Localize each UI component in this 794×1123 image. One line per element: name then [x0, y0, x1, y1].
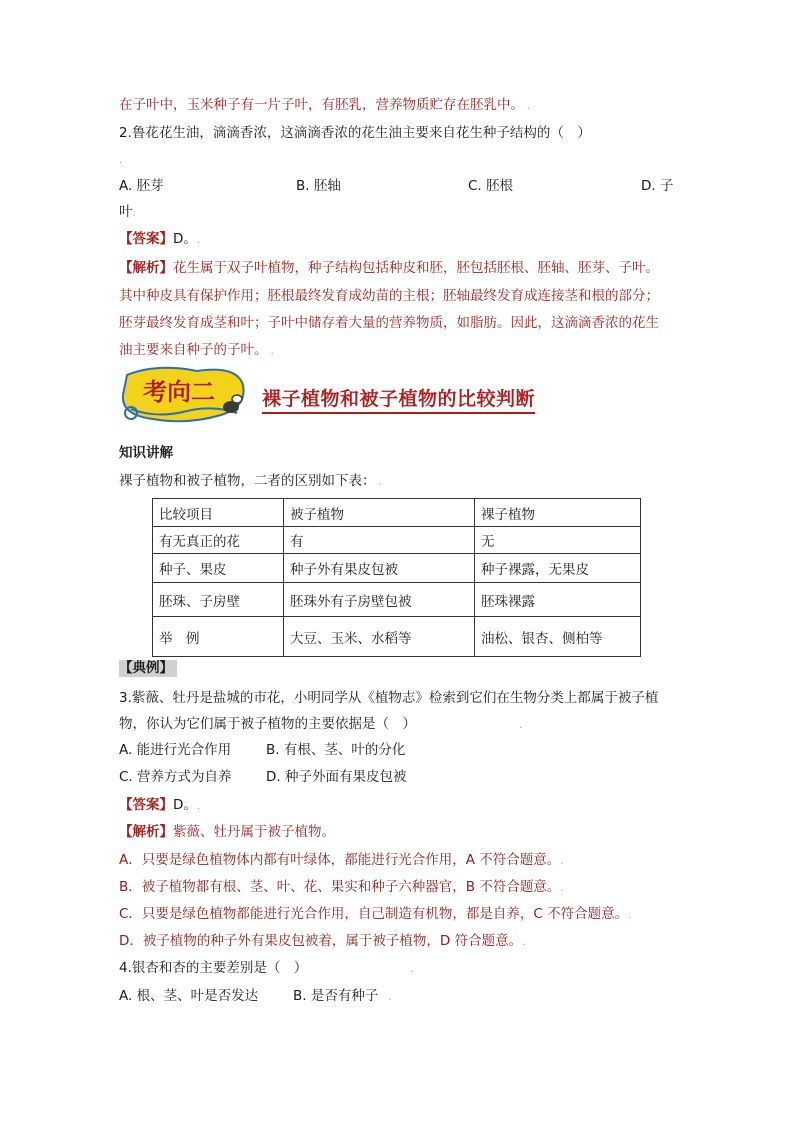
q3-analysis-c: C．只要是绿色植物都能进行光合作用，自己制造有机物，都是自养，C 不符合题意。.: [119, 906, 632, 922]
table-header-cell: 被子植物: [284, 499, 475, 527]
q3-answer: 【答案】D。.: [119, 797, 201, 813]
table-row: [153, 617, 641, 657]
table-cell: 种子外有果皮包被: [284, 554, 475, 583]
q3-option-a: A. 能进行光合作用: [119, 742, 232, 758]
q2-analysis-4: 油主要来自种子的子叶。 .: [119, 342, 274, 358]
table-cell: 种子裸露，无果皮: [475, 554, 641, 583]
table-cell: 胚珠裸露: [475, 583, 641, 617]
q2-option-d: D. 子: [641, 178, 674, 194]
table-row: [153, 554, 641, 583]
section-title: 裸子植物和被子植物的比较判断: [262, 384, 535, 414]
q2-option-c: C. 胚根: [468, 178, 514, 194]
table-cell: 胚珠外有子房壁包被: [284, 583, 475, 617]
analysis-continuation: 在子叶中，玉米种子有一片子叶，有胚乳，营养物质贮存在胚乳中。 .: [119, 97, 531, 113]
q4-option-a: A. 根、茎、叶是否发达: [119, 988, 259, 1004]
table-row: [153, 583, 641, 617]
q3-option-b: B. 有根、茎、叶的分化: [266, 742, 406, 758]
q3-analysis-b: B．被子植物都有根、茎、叶、花、果实和种子六种器官，B 不符合题意。.: [119, 879, 564, 895]
table-cell: 种子、果皮: [153, 554, 284, 583]
q2-analysis-1: 【解析】花生属于双子叶植物，种子结构包括种皮和胚，胚包括胚根、胚轴、胚芽、子叶。: [119, 260, 659, 276]
table-cell: 胚珠、子房壁: [153, 583, 284, 617]
q2-analysis-3: 胚芽最终发育成茎和叶；子叶中储存着大量的营养物质，如脂肪。因此，这滴滴香浓的花生: [119, 315, 659, 331]
table-cell: 无: [475, 527, 641, 554]
q3-analysis-d: D．被子植物的种子外有果皮包被着，属于被子植物，D 符合题意。.: [119, 933, 526, 949]
q2-answer: 【答案】D。.: [119, 231, 201, 247]
banner-badge-text: 考向二: [143, 377, 215, 406]
knowledge-heading: 知识讲解: [119, 445, 173, 461]
table-cell: 有无真正的花: [153, 527, 284, 554]
question-4: 4.银杏和杏的主要差别是（ ） .: [119, 960, 414, 976]
q3-option-c: C. 营养方式为自养: [119, 769, 232, 785]
paragraph-mark: .: [119, 155, 123, 166]
table-cell: 油松、银杏、侧柏等: [475, 617, 641, 657]
q2-option-d-wrap: 叶.: [119, 204, 136, 220]
table-cell: 举 例: [153, 617, 284, 657]
q3-option-d: D. 种子外面有果皮包被: [266, 769, 407, 785]
q2-analysis-2: 其中种皮具有保护作用；胚根最终发育成幼苗的主根；胚轴最终发育成连接茎和根的部分；: [119, 288, 659, 304]
q3-analysis-intro: 【解析】紫薇、牡丹属于被子植物。: [119, 824, 335, 840]
q4-option-b: B. 是否有种子 .: [293, 988, 392, 1004]
table-header-cell: 裸子植物: [475, 499, 641, 527]
q3-analysis-a: A．只要是绿色植物体内都有叶绿体，都能进行光合作用，A 不符合题意。.: [119, 852, 564, 868]
q2-option-a: A. 胚芽: [119, 178, 164, 194]
knowledge-intro: 裸子植物和被子植物，二者的区别如下表： .: [119, 473, 382, 489]
question-2: 2.鲁花花生油，滴滴香浓，这滴滴香浓的花生油主要来自花生种子结构的（ ）: [119, 125, 591, 141]
question-3-line-1: 3.紫薇、牡丹是盐城的市花，小明同学从《植物志》检索到它们在生物分类上都属于被子植: [119, 690, 659, 706]
question-3-line-2: 物，你认为它们属于被子植物的主要依据是（ ） .: [119, 716, 523, 732]
q2-option-b: B. 胚轴: [296, 178, 341, 194]
table-row: [153, 527, 641, 554]
comparison-table: [152, 498, 641, 657]
table-header-cell: 比较项目: [153, 499, 284, 527]
table-header-row: [153, 499, 641, 527]
section-banner-badge: [117, 365, 247, 423]
table-cell: 大豆、玉米、水稻等: [284, 617, 475, 657]
example-label: 【典例】: [119, 660, 177, 677]
table-cell: 有: [284, 527, 475, 554]
